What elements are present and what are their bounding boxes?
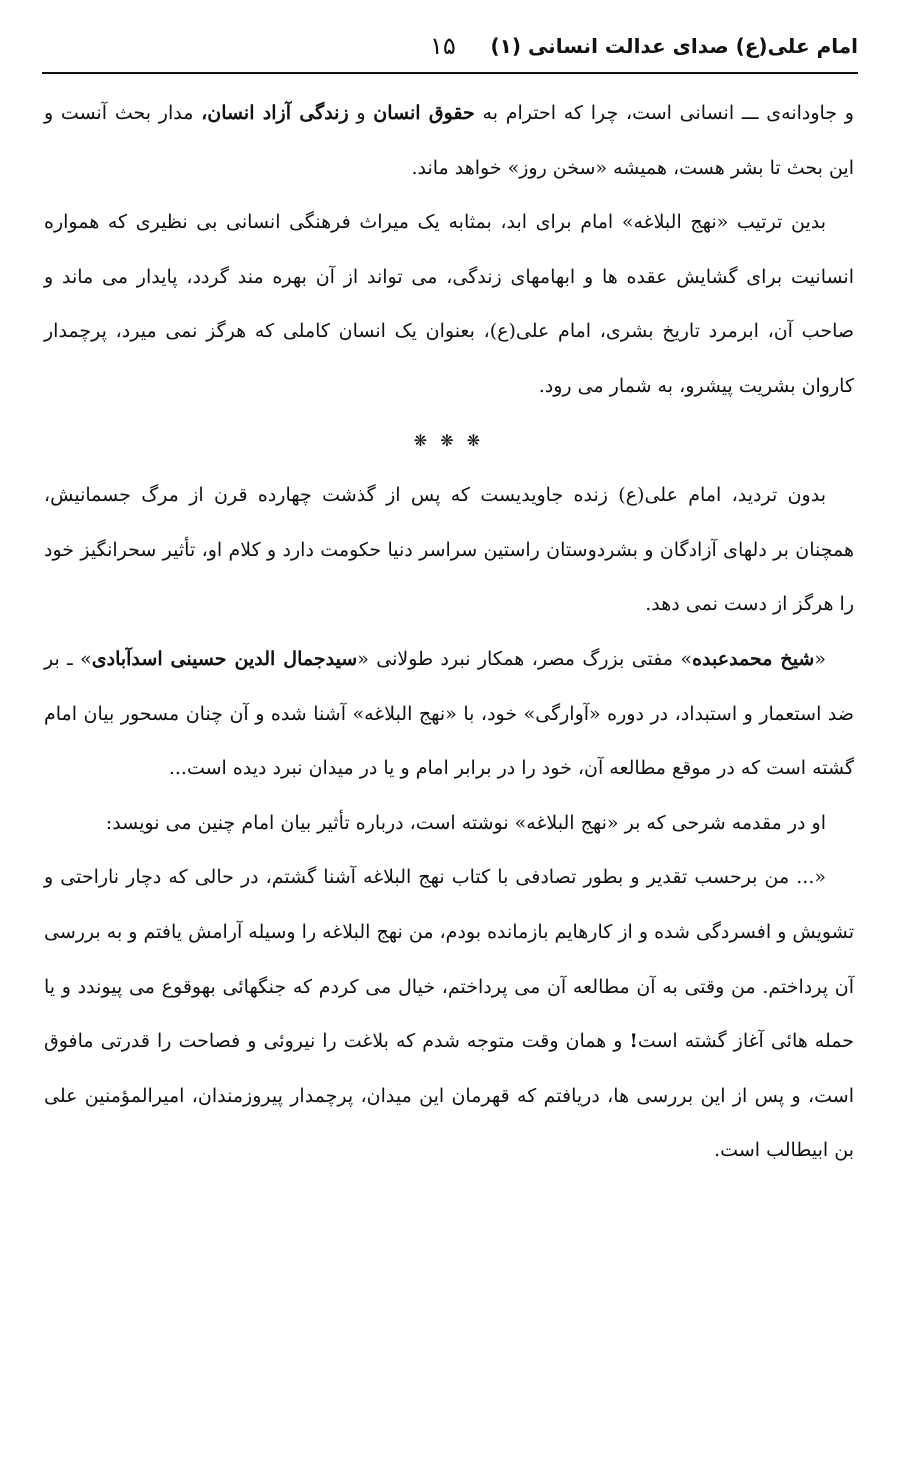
text-run: و	[348, 102, 374, 124]
text-run: «	[814, 647, 826, 670]
text-run: و همان وقت متوجه شدم که بلاغت را نیروئی و فصاحت را قدرتی مافوق است، و پس از این بررسی ها، دریافتم که قهرمان این میدان، پرچمدار پیروزمندان، امیرالمؤمنین علی بن ابیطالب است.	[44, 1030, 854, 1162]
text-run: » ـ بر ضد استعمار و استبداد، در دوره «آوارگی» خود، با «نهج البلاغه» آشنا شده و آن چنان مسحور بیان امام گشته است که در موقع مطالعه آن، خود را در برابر امام و یا در میدان نبرد دیده است...	[44, 647, 854, 780]
bold-run: زندگی آزاد انسان،	[201, 102, 349, 124]
text-run: او در مقدمه شرحی که بر «نهج البلاغه» نوشته است، درباره تأثیر بیان امام چنین می نویسد:	[105, 811, 826, 834]
bold-run: !	[629, 1030, 638, 1053]
paragraph-4	[44, 632, 854, 796]
text-run: » مفتی بزرگ مصر، همکار نبرد طولانی «	[357, 647, 693, 670]
paragraph-2	[44, 195, 854, 413]
text-run: بدون تردید، امام علی(ع) زنده جاویدیست که پس از گذشت چهارده قرن از مرگ جسمانیش، همچنان بر دلهای آزادگان و بشردوستان راستین سراسر دنیا حکومت دارد و کلام او، تأثیر سحرانگیز خود را هرگز از دست نمی دهد.	[44, 484, 854, 616]
text-run: بدین ترتیب «نهج البلاغه» امام برای ابد، بمثابه یک میراث فرهنگی انسانی بی نظیری که همواره انسانیت برای گشایش عقده ها و ابهامهای زندگی، می تواند از آن بهره مند گردد، پایدار می ماند و صاحب آن، ابرمرد تاریخ بشری، امام علی(ع)، بعنوان یک انسان کاملی که هرگز نمی میرد، پرچمدار کاروان بشریت پیشرو، به شمار می رود.	[44, 211, 854, 397]
body-text	[44, 86, 854, 1178]
quotation-paragraph	[44, 850, 854, 1178]
bold-run: شیخ محمدعبده	[692, 647, 815, 670]
section-separator: ❋ ❋ ❋	[413, 430, 485, 450]
running-title: امام علی(ع) صدای عدالت انسانی (۱)	[490, 34, 858, 58]
header-rule	[42, 72, 858, 74]
text-run: و جاودانه‌ی ـــ انسانی است، چرا که احترام به	[474, 102, 854, 124]
paragraph-5	[44, 796, 854, 851]
paragraph-1	[44, 86, 854, 195]
text-run: مدار بحث آنست و این بحث تا بشر هست، همیشه «سخن روز» خواهد ماند.	[44, 102, 854, 179]
paragraph-3	[44, 468, 854, 632]
page-number: ۱۵	[430, 32, 456, 60]
page-header	[42, 28, 858, 68]
bold-run: حقوق انسان	[373, 102, 475, 124]
text-run: «... من برحسب تقدیر و بطور تصادفی با کتاب نهج البلاغه آشنا گشتم، در حالی که دچار ناراحتی و تشویش و افسردگی شده و از کارهایم بازمانده بودم، من نهج البلاغه را وسیله آرامش یافتم و به بررسی آن پرداختم. من وقتی به آن مطالعه آن می پرداختم، خیال می کردم که جنگهائی بهوقوع می پیوندد و یا حمله هائی آغاز گشته است	[44, 866, 854, 1053]
bold-run: سیدجمال الدین حسینی اسدآبادی	[91, 647, 358, 670]
